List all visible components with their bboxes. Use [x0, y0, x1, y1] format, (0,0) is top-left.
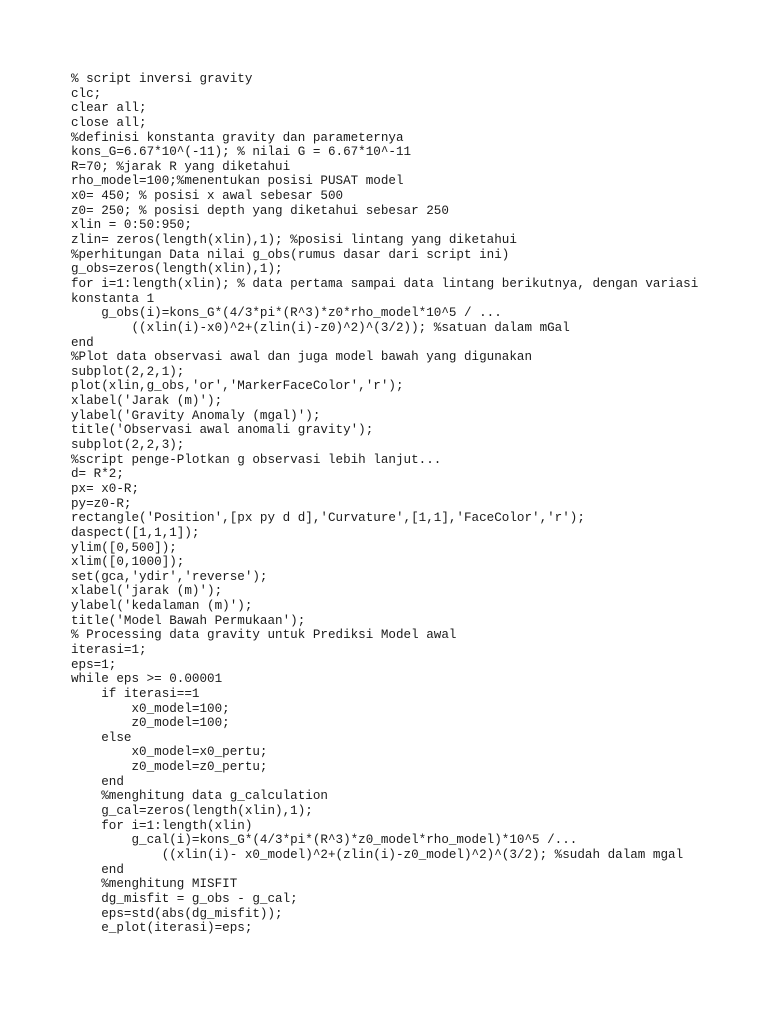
code-line: x0_model=100;: [71, 701, 230, 716]
code-line: plot(xlin,g_obs,'or','MarkerFaceColor','r');: [71, 379, 404, 394]
code-line: if iterasi==1: [71, 686, 200, 701]
code-line: %Plot data observasi awal dan juga model bawah yang digunakan: [71, 350, 533, 365]
code-line: xlin = 0:50:950;: [71, 218, 192, 233]
code-document: [71, 72, 761, 936]
code-line: %menghitung MISFIT: [71, 877, 238, 892]
code-line: else: [71, 730, 132, 745]
code-line: % Processing data gravity untuk Prediksi Model awal: [71, 628, 457, 643]
code-line: %definisi konstanta gravity dan parameternya: [71, 130, 404, 145]
code-line: while eps >= 0.00001: [71, 672, 223, 687]
code-line: g_obs(i)=kons_G*(4/3*pi*(R^3)*z0*rho_model*10^5 / ...: [71, 306, 502, 321]
code-line: g_cal(i)=kons_G*(4/3*pi*(R^3)*z0_model*rho_model)*10^5 /...: [71, 833, 578, 848]
code-line: z0= 250; % posisi depth yang diketahui sebesar 250: [71, 203, 449, 218]
code-line: e_plot(iterasi)=eps;: [71, 921, 253, 936]
code-line: R=70; %jarak R yang diketahui: [71, 159, 291, 174]
code-line: ylabel('kedalaman (m)');: [71, 599, 253, 614]
code-line: title('Model Bawah Permukaan');: [71, 613, 306, 628]
code-line: %perhitungan Data nilai g_obs(rumus dasar dari script ini): [71, 247, 510, 262]
code-line: x0= 450; % posisi x awal sebesar 500: [71, 189, 344, 204]
code-line: g_obs=zeros(length(xlin),1);: [71, 262, 283, 277]
code-line: xlabel('Jarak (m)');: [71, 394, 223, 409]
code-line: x0_model=x0_pertu;: [71, 745, 268, 760]
code-line: close all;: [71, 115, 147, 130]
code-line: for i=1:length(xlin): [71, 818, 253, 833]
code-line: clear all;: [71, 101, 147, 116]
code-line: g_cal=zeros(length(xlin),1);: [71, 804, 313, 819]
code-line: ylabel('Gravity Anomaly (mgal)');: [71, 408, 321, 423]
code-line: %menghitung data g_calculation: [71, 789, 328, 804]
code-line: set(gca,'ydir','reverse');: [71, 569, 268, 584]
code-line: end: [71, 862, 124, 877]
code-line: py=z0-R;: [71, 496, 132, 511]
code-line: eps=1;: [71, 657, 117, 672]
code-line: ylim([0,500]);: [71, 540, 177, 555]
code-line: z0_model=z0_pertu;: [71, 760, 268, 775]
code-line: for i=1:length(xlin); % data pertama sampai data lintang berikutnya, dengan variasi: [71, 276, 699, 291]
code-line: konstanta 1: [71, 291, 155, 306]
code-line: end: [71, 335, 94, 350]
code-line: z0_model=100;: [71, 716, 230, 731]
code-line: kons_G=6.67*10^(-11); % nilai G = 6.67*10^-11: [71, 145, 412, 160]
code-line: zlin= zeros(length(xlin),1); %posisi lintang yang diketahui: [71, 233, 517, 248]
code-line: end: [71, 774, 124, 789]
code-line: d= R*2;: [71, 467, 124, 482]
code-line: rho_model=100;%menentukan posisi PUSAT model: [71, 174, 404, 189]
code-line: ((xlin(i)- x0_model)^2+(zlin(i)-z0_model)^2)^(3/2); %sudah dalam mgal: [71, 847, 684, 862]
code-line: % script inversi gravity: [71, 72, 253, 86]
code-line: clc;: [71, 86, 102, 101]
code-line: ((xlin(i)-x0)^2+(zlin(i)-z0)^2)^(3/2)); %satuan dalam mGal: [71, 320, 570, 335]
code-line: px= x0-R;: [71, 481, 140, 496]
code-line: xlim([0,1000]);: [71, 555, 185, 570]
code-line: xlabel('jarak (m)');: [71, 584, 223, 599]
code-line: subplot(2,2,3);: [71, 438, 185, 453]
code-line: iterasi=1;: [71, 642, 147, 657]
code-line: title('Observasi awal anomali gravity');: [71, 423, 374, 438]
code-line: subplot(2,2,1);: [71, 364, 185, 379]
code-line: dg_misfit = g_obs - g_cal;: [71, 891, 298, 906]
code-line: daspect([1,1,1]);: [71, 525, 200, 540]
code-line: eps=std(abs(dg_misfit));: [71, 906, 283, 921]
code-line: rectangle('Position',[px py d d],'Curvature',[1,1],'FaceColor','r');: [71, 511, 585, 526]
code-line: %script penge-Plotkan g observasi lebih lanjut...: [71, 452, 442, 467]
